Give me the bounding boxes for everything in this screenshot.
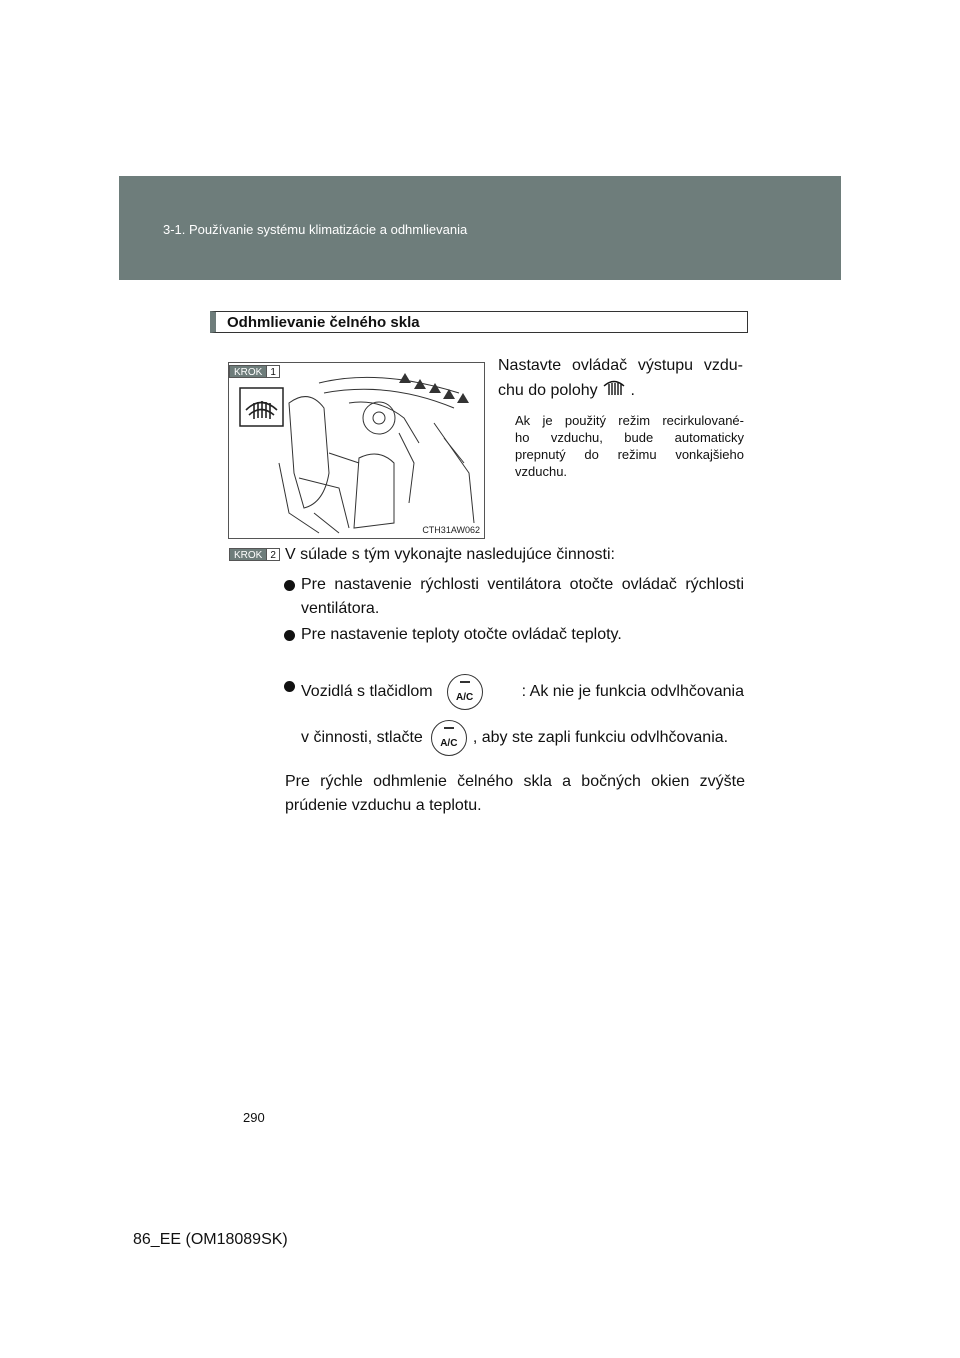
step-2-badge [229, 548, 280, 561]
closing-paragraph [285, 770, 745, 818]
ac-label: A/C [440, 738, 458, 749]
figure-code: CTH31AW062 [422, 525, 480, 535]
note-line: ho vzduchu, bude automaticky [515, 430, 744, 445]
step-1-instruction [498, 354, 743, 403]
bullet-3-line-1 [301, 674, 744, 710]
chapter-title: 3-1. Používanie systému klimatizácie a odhmlievania [163, 222, 468, 237]
note-line: vzduchu. [515, 464, 568, 479]
ac-button-icon [431, 720, 467, 756]
ac-label: A/C [456, 692, 474, 703]
note-line: prepnutý do režimu vonkajšieho [515, 447, 744, 462]
note-line: Ak je použitý režim recirkulované- [515, 413, 744, 428]
section-heading-box [210, 311, 748, 333]
step-1-note [515, 412, 744, 480]
section-title: Odhmlievanie čelného skla [227, 314, 420, 331]
closing-line-2: prúdenie vzduchu a teplotu. [285, 797, 482, 814]
ac-button-icon [447, 674, 483, 710]
header-band [119, 176, 841, 280]
bullet-1-text [301, 573, 744, 621]
car-interior-illustration [228, 362, 485, 539]
bullet-icon [284, 630, 295, 641]
step-label: KROK [229, 365, 267, 378]
bullet-3-text-a: Vozidlá s tlačidlom [301, 683, 433, 700]
bullet-3-text-b: : Ak nie je funkcia odvlhčovania [521, 683, 744, 700]
airflow-arrows [399, 373, 469, 403]
closing-line-1: Pre rýchle odhmlenie čelného skla a bočných okien zvýšte [285, 773, 745, 790]
step-1-line-1: Nastavte ovládač výstupu vzdu- [498, 357, 743, 374]
step-2-intro: V súlade s tým vykonajte nasledujúce činnosti: [285, 546, 615, 563]
step-number: 2 [267, 548, 280, 561]
bullet-3-text-d: , aby ste zapli funkciu odvlhčovania. [472, 729, 729, 746]
step-number: 1 [267, 365, 280, 378]
step-1-period: . [630, 382, 635, 399]
bullet-3-line-2 [301, 720, 744, 756]
bullet-icon [284, 681, 295, 692]
bullet-2-text: Pre nastavenie teploty otočte ovládač teploty. [301, 626, 622, 643]
step-label: KROK [229, 548, 267, 561]
bullet-1-line-1: Pre nastavenie rýchlosti ventilátora otočte ovládač rýchlosti [301, 576, 744, 593]
bullet-1-line-2: ventilátora. [301, 600, 380, 617]
page-number: 290 [243, 1110, 265, 1125]
step-1-badge [229, 365, 280, 378]
defrost-mode-icon [602, 378, 626, 398]
step-1-line-2-text: chu do polohy [498, 382, 598, 399]
step-1-line-2 [498, 378, 743, 403]
bullet-3-text-c: v činnosti, stlačte [301, 729, 423, 746]
interior-drawing [229, 363, 484, 538]
footer-code: 86_EE (OM18089SK) [133, 1231, 288, 1248]
seats [279, 397, 394, 533]
bullet-icon [284, 580, 295, 591]
